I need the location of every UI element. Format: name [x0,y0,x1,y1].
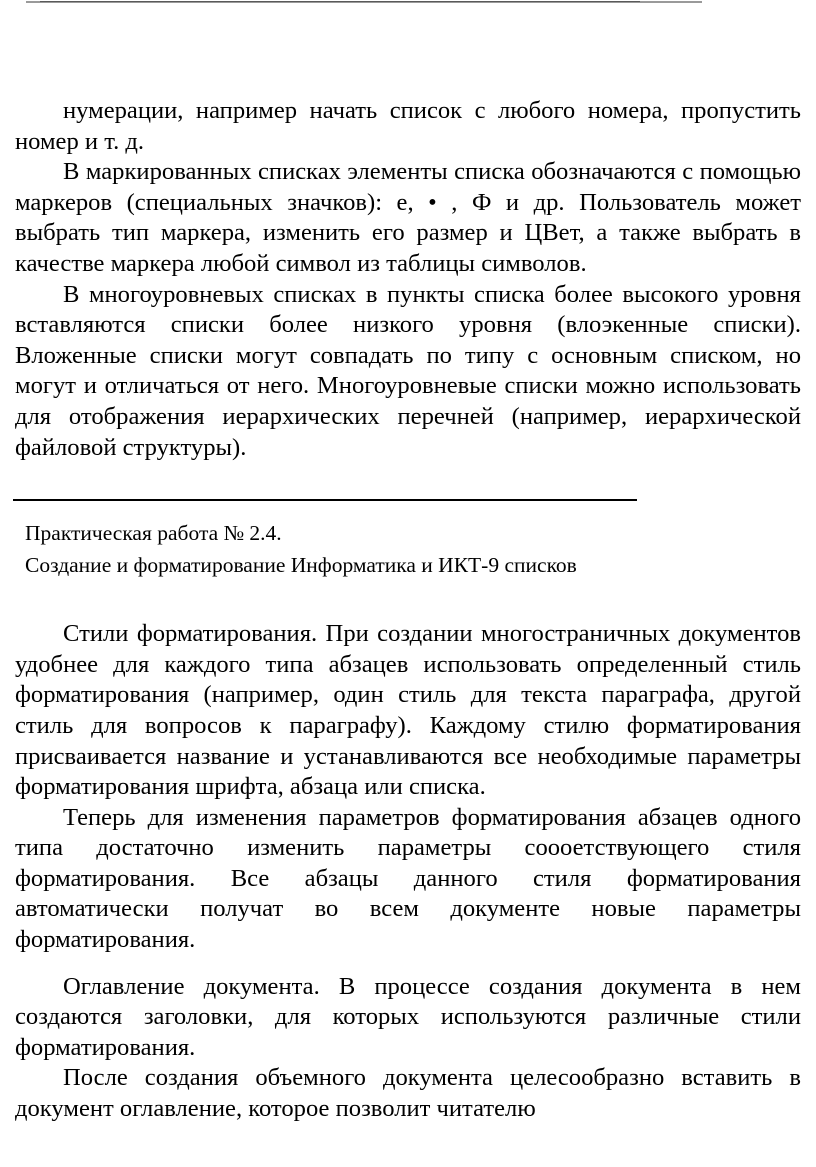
paragraph-insert-toc: После создания объемного документа целесообразно вставить в документ оглавление, которое позволит читателю [15,1064,801,1123]
practical-work-number: Практическая работа № 2.4. [25,521,282,546]
paragraph-multilevel-lists: В многоуровневых списках в пункты списка более высокого уровня вставляются списки более низкого уровня (влоэкенные списки). Вложенные списки могут совпадать по типу с основным списком, но могут и отличаться от него. Многоуровневые списки можно использовать для отображения иерархических перечней (например, иерархической файловой структуры). [15,280,801,461]
paragraph-table-of-contents: Оглавление документа. В процессе создания документа в нем создаются заголовки, для которых используются различные стили форматирования. [15,972,801,1061]
paragraph-style-changes: Теперь для изменения параметров форматирования абзацев одного типа достаточно изменить параметры соооетствующего стиля форматирования. Все абзацы данного стиля форматирования автоматически получат во всем документе новые параметры форматирования. [15,803,801,954]
top-border-line-dark [40,1,640,2]
section-divider [13,499,637,501]
paragraph-bulleted-lists: В маркированных списках элементы списка обозначаются с помощью маркеров (специальных значков): е, • , Ф и др. Пользователь может выбрать тип маркера, изменить его размер и ЦВет, а также выбрать в качестве маркера любой символ из таблицы символов. [15,158,801,277]
practical-work-header [25,517,801,581]
document-page [15,96,801,1125]
paragraph-numbering-continued: нумерации, например начать список с любого номера, пропустить номер и т. д. [15,97,801,155]
practical-work-title: Создание и форматирование Информатика и ИКТ-9 списков [25,553,577,578]
paragraph-formatting-styles: Стили форматирования. При создании многостраничных документов удобнее для каждого типа абзацев использовать определенный стиль форматирования (например, один стиль для текста параграфа, другой стиль для вопросов к параграфу). Каждому стилю форматирования присваивается название и устанавливаются все необходимые параметры форматирования шрифта, абзаца или списка. [15,620,801,801]
